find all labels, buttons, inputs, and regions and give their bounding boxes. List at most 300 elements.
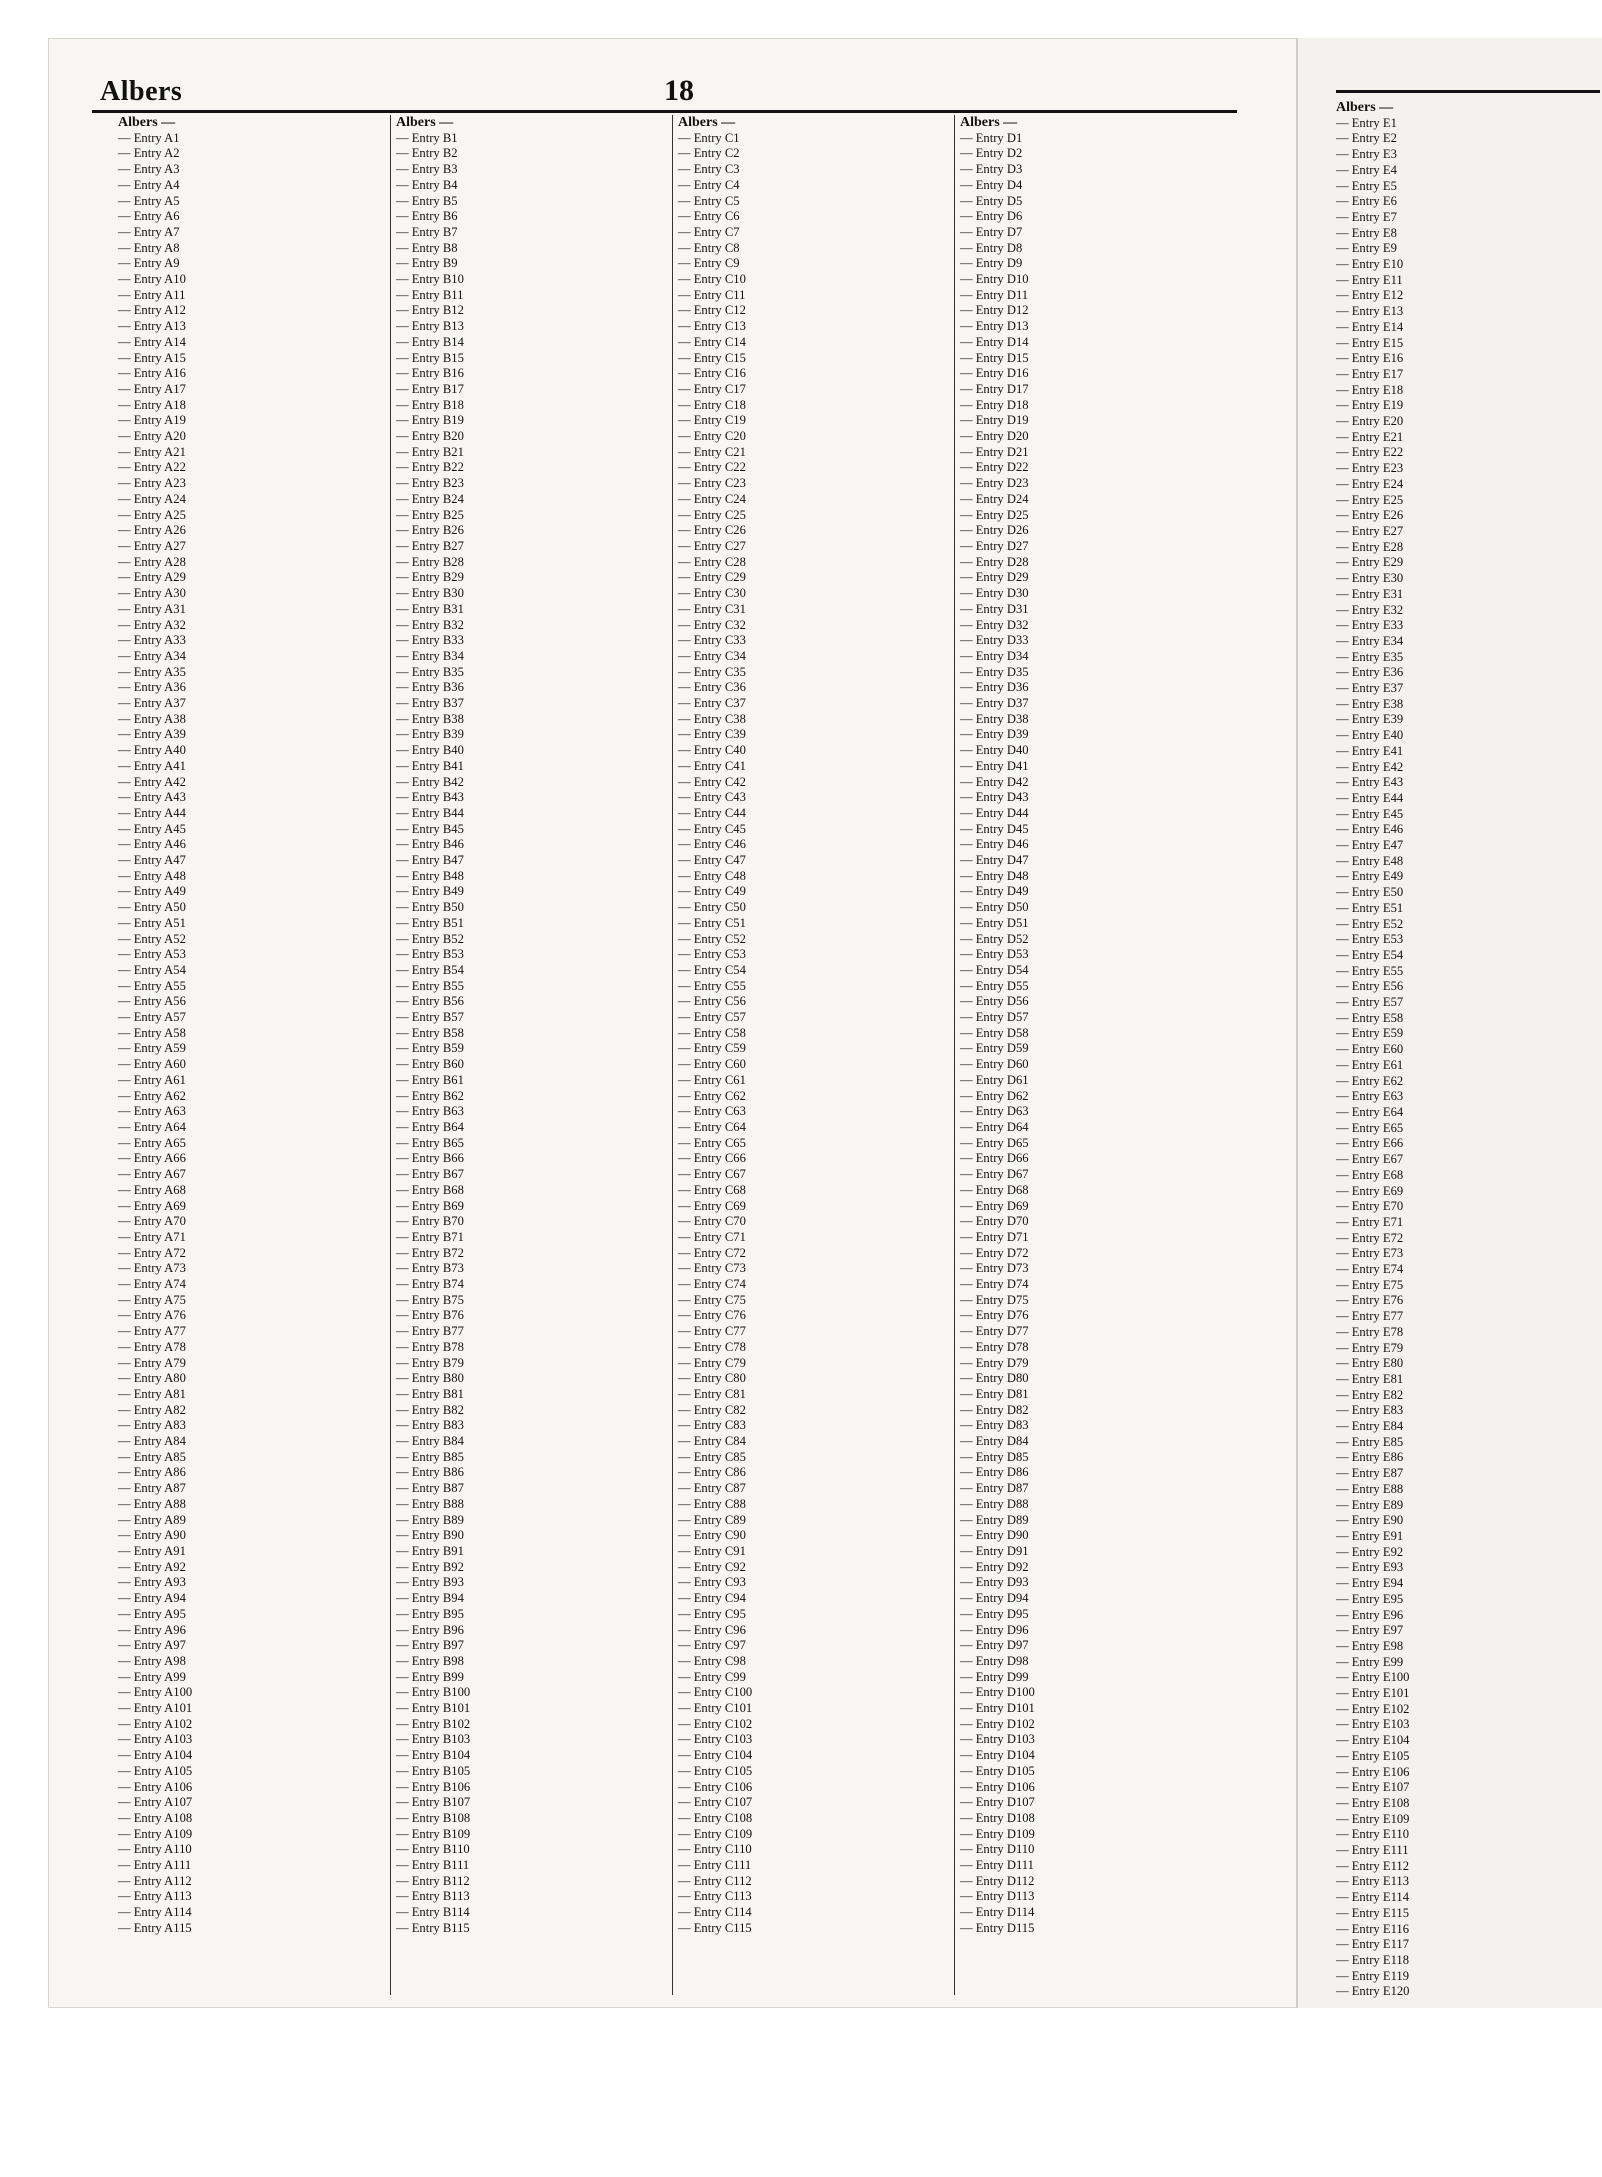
directory-entry: — Entry E105 — [1336, 1748, 1410, 1763]
directory-entry: — Entry A91 — [118, 1543, 186, 1558]
directory-entry: — Entry E64 — [1336, 1105, 1404, 1119]
directory-entry: — Entry C68 — [678, 1182, 746, 1197]
directory-entry: — Entry D73 — [960, 1261, 1029, 1276]
directory-entry: — Entry C58 — [678, 1025, 746, 1040]
directory-entry: — Entry E83 — [1336, 1403, 1404, 1418]
directory-entry: — Entry B93 — [396, 1575, 464, 1590]
directory-entry: — Entry E63 — [1336, 1089, 1404, 1104]
directory-entry: — Entry E74 — [1336, 1262, 1404, 1277]
directory-entry: — Entry B50 — [396, 900, 464, 915]
directory-entry: — Entry A92 — [118, 1559, 186, 1574]
directory-entry: — Entry B83 — [396, 1418, 464, 1433]
directory-entry: — Entry E119 — [1336, 1968, 1409, 1983]
directory-entry: — Entry B33 — [396, 633, 464, 648]
directory-entry: — Entry B106 — [396, 1779, 471, 1794]
directory-entry: — Entry E81 — [1336, 1371, 1404, 1386]
directory-entry: — Entry B107 — [396, 1795, 471, 1810]
directory-entry: — Entry E18 — [1336, 382, 1404, 397]
directory-entry: — Entry E35 — [1336, 649, 1404, 664]
directory-entry: — Entry B27 — [396, 538, 464, 553]
directory-entry: — Entry D75 — [960, 1292, 1029, 1307]
directory-entry: — Entry A87 — [118, 1481, 186, 1496]
directory-entry: — Entry D35 — [960, 664, 1029, 679]
running-head-name: Albers — [100, 76, 183, 107]
directory-entry: — Entry C74 — [678, 1277, 746, 1292]
directory-entry: — Entry B94 — [396, 1591, 464, 1606]
directory-entry: — Entry D43 — [960, 790, 1029, 805]
directory-entry: — Entry B71 — [396, 1229, 464, 1244]
directory-entry: — Entry A20 — [118, 429, 186, 444]
directory-entry: — Entry C3 — [678, 162, 740, 177]
directory-entry: — Entry B64 — [396, 1120, 464, 1134]
directory-entry: — Entry E43 — [1336, 775, 1404, 790]
directory-entry: — Entry D70 — [960, 1214, 1029, 1229]
directory-entry: — Entry B65 — [396, 1135, 464, 1150]
directory-entry: — Entry C60 — [678, 1057, 746, 1072]
directory-entry: — Entry D3 — [960, 162, 1023, 177]
directory-entry: — Entry E57 — [1336, 995, 1404, 1010]
directory-entry: — Entry E48 — [1336, 853, 1404, 868]
directory-entry: — Entry E116 — [1336, 1921, 1409, 1936]
directory-entry: — Entry A102 — [118, 1716, 193, 1731]
directory-entry: — Entry D61 — [960, 1072, 1029, 1087]
directory-entry: — Entry B5 — [396, 193, 458, 208]
directory-entry: — Entry B57 — [396, 1010, 464, 1025]
directory-entry: — Entry E87 — [1336, 1466, 1404, 1481]
directory-entry: — Entry D105 — [960, 1763, 1035, 1778]
directory-entry: — Entry E78 — [1336, 1324, 1404, 1339]
directory-entry: — Entry C64 — [678, 1120, 746, 1134]
directory-entry: — Entry A105 — [118, 1763, 193, 1778]
directory-entry: — Entry C101 — [678, 1701, 753, 1716]
directory-entry: — Entry C91 — [678, 1543, 746, 1558]
directory-entry: — Entry C35 — [678, 664, 746, 679]
entry-heading: Albers — — [960, 115, 1018, 130]
entry-heading: Albers — — [678, 115, 736, 130]
directory-entry: — Entry C53 — [678, 947, 746, 962]
directory-entry: — Entry B40 — [396, 743, 464, 758]
directory-entry: — Entry C13 — [678, 319, 746, 334]
directory-entry: — Entry C14 — [678, 334, 746, 349]
entry-heading: Albers — — [118, 115, 176, 130]
directory-entry: — Entry A64 — [118, 1120, 186, 1134]
directory-entry: — Entry C4 — [678, 177, 740, 192]
directory-entry: — Entry A85 — [118, 1449, 186, 1464]
directory-entry: — Entry D72 — [960, 1245, 1029, 1260]
directory-entry: — Entry B88 — [396, 1496, 464, 1511]
directory-entry: — Entry C93 — [678, 1575, 746, 1590]
directory-entry: — Entry B53 — [396, 947, 464, 962]
directory-entry: — Entry C108 — [678, 1810, 753, 1825]
directory-entry: — Entry E79 — [1336, 1340, 1404, 1355]
directory-entry: — Entry D4 — [960, 177, 1023, 192]
directory-entry: — Entry D39 — [960, 727, 1029, 742]
directory-entry: — Entry D37 — [960, 696, 1029, 711]
directory-entry: — Entry C57 — [678, 1010, 746, 1025]
directory-entry: — Entry E114 — [1336, 1890, 1409, 1905]
directory-entry: — Entry B15 — [396, 350, 464, 365]
directory-entry: — Entry E14 — [1336, 319, 1404, 334]
directory-entry: — Entry A60 — [118, 1057, 186, 1072]
directory-entry: — Entry D55 — [960, 978, 1029, 993]
directory-column-4 — [960, 115, 1238, 1995]
directory-entry: — Entry E118 — [1336, 1952, 1409, 1967]
directory-entry: — Entry A35 — [118, 664, 186, 679]
directory-entry: — Entry A13 — [118, 319, 186, 334]
directory-entry: — Entry D18 — [960, 397, 1029, 412]
directory-entry: — Entry D45 — [960, 821, 1029, 836]
directory-entry: — Entry D16 — [960, 366, 1029, 381]
directory-entry: — Entry E72 — [1336, 1230, 1404, 1245]
directory-entry: — Entry E41 — [1336, 743, 1404, 758]
directory-entry: — Entry C37 — [678, 696, 746, 711]
directory-entry: — Entry A33 — [118, 633, 186, 648]
directory-entry: — Entry E110 — [1336, 1827, 1409, 1842]
directory-entry: — Entry C94 — [678, 1591, 746, 1606]
directory-entry: — Entry B66 — [396, 1151, 464, 1166]
directory-entry: — Entry B86 — [396, 1465, 464, 1480]
directory-entry: — Entry E82 — [1336, 1387, 1404, 1402]
directory-entry: — Entry E68 — [1336, 1167, 1404, 1182]
directory-entry: — Entry A106 — [118, 1779, 193, 1794]
directory-entry: — Entry E85 — [1336, 1434, 1404, 1449]
directory-entry: — Entry E120 — [1336, 1984, 1410, 1999]
directory-entry: — Entry C115 — [678, 1920, 752, 1935]
directory-entry: — Entry C20 — [678, 429, 746, 444]
directory-entry: — Entry A62 — [118, 1088, 186, 1103]
directory-entry: — Entry C90 — [678, 1528, 746, 1543]
directory-entry: — Entry E86 — [1336, 1450, 1404, 1465]
directory-entry: — Entry A109 — [118, 1826, 193, 1841]
directory-entry: — Entry E7 — [1336, 209, 1397, 224]
directory-entry: — Entry B4 — [396, 177, 458, 192]
directory-entry: — Entry A31 — [118, 601, 186, 616]
directory-entry: — Entry A12 — [118, 303, 186, 318]
directory-entry: — Entry A25 — [118, 507, 186, 522]
directory-entry: — Entry D68 — [960, 1182, 1029, 1197]
directory-entry: — Entry C92 — [678, 1559, 746, 1574]
directory-entry: — Entry C32 — [678, 617, 746, 632]
directory-entry: — Entry D62 — [960, 1088, 1029, 1103]
directory-entry: — Entry E109 — [1336, 1811, 1410, 1826]
directory-entry: — Entry D15 — [960, 350, 1029, 365]
directory-entry: — Entry D7 — [960, 224, 1023, 239]
directory-entry: — Entry B78 — [396, 1339, 464, 1354]
directory-entry: — Entry A16 — [118, 366, 186, 381]
directory-entry: — Entry A77 — [118, 1324, 186, 1339]
directory-entry: — Entry B34 — [396, 648, 464, 663]
directory-entry: — Entry A5 — [118, 193, 180, 208]
directory-entry: — Entry C5 — [678, 193, 740, 208]
directory-entry: — Entry B108 — [396, 1810, 471, 1825]
directory-entry: — Entry B36 — [396, 680, 464, 695]
directory-entry: — Entry E54 — [1336, 947, 1404, 962]
directory-entry: — Entry D42 — [960, 774, 1029, 789]
directory-entry: — Entry E13 — [1336, 304, 1404, 319]
directory-entry: — Entry D44 — [960, 805, 1029, 820]
directory-entry: — Entry E50 — [1336, 885, 1404, 900]
directory-entry: — Entry B51 — [396, 915, 464, 930]
directory-entry: — Entry D96 — [960, 1622, 1029, 1637]
directory-entry: — Entry B105 — [396, 1763, 471, 1778]
directory-entry: — Entry B100 — [396, 1685, 471, 1700]
directory-entry: — Entry A96 — [118, 1622, 186, 1637]
directory-entry: — Entry B91 — [396, 1543, 464, 1558]
directory-entry: — Entry B59 — [396, 1041, 464, 1056]
directory-entry: — Entry E111 — [1336, 1843, 1409, 1858]
directory-entry: — Entry E106 — [1336, 1764, 1410, 1779]
directory-entry: — Entry B46 — [396, 837, 464, 852]
directory-entry: — Entry E6 — [1336, 194, 1397, 209]
directory-entry: — Entry C71 — [678, 1229, 746, 1244]
directory-entry: — Entry A22 — [118, 460, 186, 475]
directory-entry: — Entry C63 — [678, 1104, 746, 1119]
directory-entry: — Entry E113 — [1336, 1874, 1409, 1889]
directory-entry: — Entry D93 — [960, 1575, 1029, 1590]
directory-entry: — Entry E102 — [1336, 1701, 1410, 1716]
directory-entry: — Entry D108 — [960, 1810, 1035, 1825]
directory-entry: — Entry C7 — [678, 224, 740, 239]
directory-entry: — Entry C59 — [678, 1041, 746, 1056]
directory-entry: — Entry D29 — [960, 570, 1029, 585]
directory-entry: — Entry B69 — [396, 1198, 464, 1213]
directory-entry: — Entry D31 — [960, 601, 1029, 616]
directory-entry: — Entry E55 — [1336, 963, 1404, 978]
directory-entry: — Entry B30 — [396, 586, 464, 601]
directory-entry: — Entry E103 — [1336, 1717, 1410, 1732]
directory-entry: — Entry E76 — [1336, 1293, 1404, 1308]
directory-entry: — Entry C54 — [678, 962, 746, 977]
directory-entry: — Entry C26 — [678, 523, 746, 538]
directory-entry: — Entry E108 — [1336, 1795, 1410, 1810]
directory-entry: — Entry C109 — [678, 1826, 753, 1841]
directory-entry: — Entry A111 — [118, 1858, 192, 1873]
directory-entry: — Entry E89 — [1336, 1497, 1404, 1512]
directory-entry: — Entry B77 — [396, 1324, 464, 1339]
directory-entry: — Entry A98 — [118, 1653, 186, 1668]
directory-entry: — Entry B54 — [396, 962, 464, 977]
directory-entry: — Entry D67 — [960, 1167, 1029, 1182]
directory-entry: — Entry A69 — [118, 1198, 186, 1213]
directory-entry: — Entry E44 — [1336, 790, 1404, 805]
directory-entry: — Entry D112 — [960, 1873, 1035, 1888]
directory-entry: — Entry B2 — [396, 146, 458, 161]
directory-entry: — Entry A3 — [118, 162, 180, 177]
directory-entry: — Entry A113 — [118, 1889, 192, 1904]
directory-entry: — Entry D87 — [960, 1481, 1029, 1496]
directory-entry: — Entry B99 — [396, 1669, 464, 1684]
directory-entry: — Entry E107 — [1336, 1780, 1410, 1795]
directory-entry: — Entry C50 — [678, 900, 746, 915]
directory-entry: — Entry E37 — [1336, 681, 1404, 696]
directory-entry: — Entry B12 — [396, 303, 464, 318]
directory-entry: — Entry A50 — [118, 900, 186, 915]
directory-entry: — Entry E38 — [1336, 696, 1404, 711]
directory-entry: — Entry C88 — [678, 1496, 746, 1511]
directory-entry: — Entry A21 — [118, 444, 186, 459]
directory-entry: — Entry E31 — [1336, 586, 1404, 601]
directory-entry: — Entry E19 — [1336, 398, 1404, 413]
directory-entry: — Entry B18 — [396, 397, 464, 412]
directory-entry: — Entry A67 — [118, 1167, 186, 1182]
directory-entry: — Entry E94 — [1336, 1576, 1404, 1591]
directory-entry: — Entry A11 — [118, 287, 186, 302]
directory-entry: — Entry C21 — [678, 444, 746, 459]
directory-entry: — Entry A78 — [118, 1339, 186, 1354]
directory-entry: — Entry D63 — [960, 1104, 1029, 1119]
directory-entry: — Entry E97 — [1336, 1623, 1404, 1638]
directory-entry: — Entry A24 — [118, 491, 186, 506]
directory-entry: — Entry D77 — [960, 1324, 1029, 1339]
directory-entry: — Entry E65 — [1336, 1120, 1404, 1135]
directory-entry: — Entry D91 — [960, 1543, 1029, 1558]
directory-entry: — Entry B38 — [396, 711, 464, 726]
directory-entry: — Entry C76 — [678, 1308, 746, 1323]
directory-entry: — Entry E3 — [1336, 147, 1397, 162]
directory-entry: — Entry E51 — [1336, 900, 1404, 915]
directory-entry: — Entry A101 — [118, 1701, 193, 1716]
directory-entry: — Entry D19 — [960, 413, 1029, 428]
directory-entry: — Entry C56 — [678, 994, 746, 1009]
directory-entry: — Entry A45 — [118, 821, 186, 836]
directory-entry: — Entry D86 — [960, 1465, 1029, 1480]
directory-entry: — Entry E20 — [1336, 414, 1404, 429]
directory-entry: — Entry B9 — [396, 256, 458, 271]
directory-entry: — Entry B58 — [396, 1025, 464, 1040]
directory-entry: — Entry D115 — [960, 1920, 1035, 1935]
directory-entry: — Entry D23 — [960, 476, 1029, 491]
directory-entry: — Entry A57 — [118, 1010, 186, 1025]
directory-entry: — Entry E34 — [1336, 633, 1404, 648]
directory-entry: — Entry E59 — [1336, 1026, 1404, 1041]
directory-entry: — Entry A58 — [118, 1025, 186, 1040]
directory-entry: — Entry C18 — [678, 397, 746, 412]
directory-entry: — Entry E28 — [1336, 539, 1404, 554]
directory-entry: — Entry B24 — [396, 491, 464, 506]
directory-entry: — Entry B17 — [396, 381, 464, 396]
directory-entry: — Entry C45 — [678, 821, 746, 836]
directory-entry: — Entry D100 — [960, 1685, 1035, 1700]
directory-entry: — Entry A59 — [118, 1041, 186, 1056]
directory-entry: — Entry E16 — [1336, 351, 1404, 366]
directory-entry: — Entry D58 — [960, 1025, 1029, 1040]
directory-entry: — Entry A38 — [118, 711, 186, 726]
directory-entry: — Entry A29 — [118, 570, 186, 585]
directory-column-3 — [678, 115, 956, 1995]
directory-entry: — Entry B23 — [396, 476, 464, 491]
directory-entry: — Entry B21 — [396, 444, 464, 459]
directory-entry: — Entry E5 — [1336, 178, 1397, 193]
directory-entry: — Entry A104 — [118, 1748, 193, 1763]
directory-entry: — Entry D50 — [960, 900, 1029, 915]
directory-entry: — Entry C107 — [678, 1795, 753, 1810]
directory-entry: — Entry E117 — [1336, 1937, 1409, 1952]
page-header — [92, 72, 1237, 113]
directory-entry: — Entry A108 — [118, 1810, 193, 1825]
directory-entry: — Entry A61 — [118, 1072, 186, 1087]
directory-entry: — Entry B6 — [396, 209, 458, 224]
directory-entry: — Entry C86 — [678, 1465, 746, 1480]
directory-entry: — Entry E100 — [1336, 1670, 1410, 1685]
directory-entry: — Entry E101 — [1336, 1686, 1410, 1701]
directory-entry: — Entry D48 — [960, 868, 1029, 883]
directory-entry: — Entry B35 — [396, 664, 464, 679]
directory-entry: — Entry C31 — [678, 601, 746, 616]
directory-entry: — Entry B76 — [396, 1308, 464, 1323]
directory-entry: — Entry D10 — [960, 272, 1029, 287]
directory-entry: — Entry D81 — [960, 1386, 1029, 1401]
directory-entry: — Entry D103 — [960, 1732, 1035, 1747]
directory-entry: — Entry E91 — [1336, 1528, 1404, 1543]
directory-entry: — Entry D9 — [960, 256, 1023, 271]
directory-entry: — Entry B104 — [396, 1748, 471, 1763]
directory-entry: — Entry A114 — [118, 1905, 192, 1920]
directory-entry: — Entry A56 — [118, 994, 186, 1009]
directory-entry: — Entry D94 — [960, 1591, 1029, 1606]
directory-entry: — Entry A94 — [118, 1591, 186, 1606]
directory-entry: — Entry A49 — [118, 884, 186, 899]
directory-entry: — Entry D101 — [960, 1701, 1035, 1716]
directory-entry: — Entry A4 — [118, 177, 180, 192]
directory-entry: — Entry C111 — [678, 1858, 752, 1873]
directory-entry: — Entry D33 — [960, 633, 1029, 648]
directory-entry: — Entry B84 — [396, 1434, 464, 1449]
directory-entry: — Entry D102 — [960, 1716, 1035, 1731]
directory-entry: — Entry C82 — [678, 1402, 746, 1417]
directory-entry: — Entry D99 — [960, 1669, 1029, 1684]
directory-entry: — Entry C29 — [678, 570, 746, 585]
directory-entry: — Entry D12 — [960, 303, 1029, 318]
directory-entry: — Entry A18 — [118, 397, 186, 412]
directory-entry: — Entry A80 — [118, 1371, 186, 1386]
directory-entry: — Entry A19 — [118, 413, 186, 428]
directory-entry: — Entry D40 — [960, 743, 1029, 758]
directory-entry: — Entry A107 — [118, 1795, 193, 1810]
directory-column-1 — [118, 115, 396, 1995]
directory-entry: — Entry A93 — [118, 1575, 186, 1590]
directory-entry: — Entry A34 — [118, 648, 186, 663]
directory-entry: — Entry E47 — [1336, 838, 1404, 853]
directory-entry: — Entry D84 — [960, 1434, 1029, 1449]
directory-entry: — Entry B31 — [396, 601, 464, 616]
page-number: 18 — [664, 74, 694, 107]
directory-entry: — Entry C34 — [678, 648, 746, 663]
directory-entry: — Entry D54 — [960, 962, 1029, 977]
directory-entry: — Entry A88 — [118, 1496, 186, 1511]
directory-entry: — Entry D97 — [960, 1638, 1029, 1653]
directory-entry: — Entry E24 — [1336, 476, 1404, 491]
directory-entry: — Entry C55 — [678, 978, 746, 993]
directory-entry: — Entry B103 — [396, 1732, 471, 1747]
directory-entry: — Entry C25 — [678, 507, 746, 522]
directory-entry: — Entry D8 — [960, 240, 1023, 255]
directory-entry: — Entry D22 — [960, 460, 1029, 475]
directory-entry: — Entry A79 — [118, 1355, 186, 1370]
directory-entry: — Entry A7 — [118, 224, 180, 239]
directory-entry: — Entry C114 — [678, 1905, 752, 1920]
directory-entry: — Entry C22 — [678, 460, 746, 475]
directory-entry: — Entry B41 — [396, 758, 464, 773]
directory-entry: — Entry A23 — [118, 476, 186, 491]
directory-entry: — Entry A2 — [118, 146, 180, 161]
directory-entry: — Entry D27 — [960, 538, 1029, 553]
directory-entry: — Entry D51 — [960, 915, 1029, 930]
directory-entry: — Entry E73 — [1336, 1246, 1404, 1261]
directory-entry: — Entry C73 — [678, 1261, 746, 1276]
directory-entry: — Entry C40 — [678, 743, 746, 758]
directory-entry: — Entry B102 — [396, 1716, 471, 1731]
directory-entry: — Entry D46 — [960, 837, 1029, 852]
